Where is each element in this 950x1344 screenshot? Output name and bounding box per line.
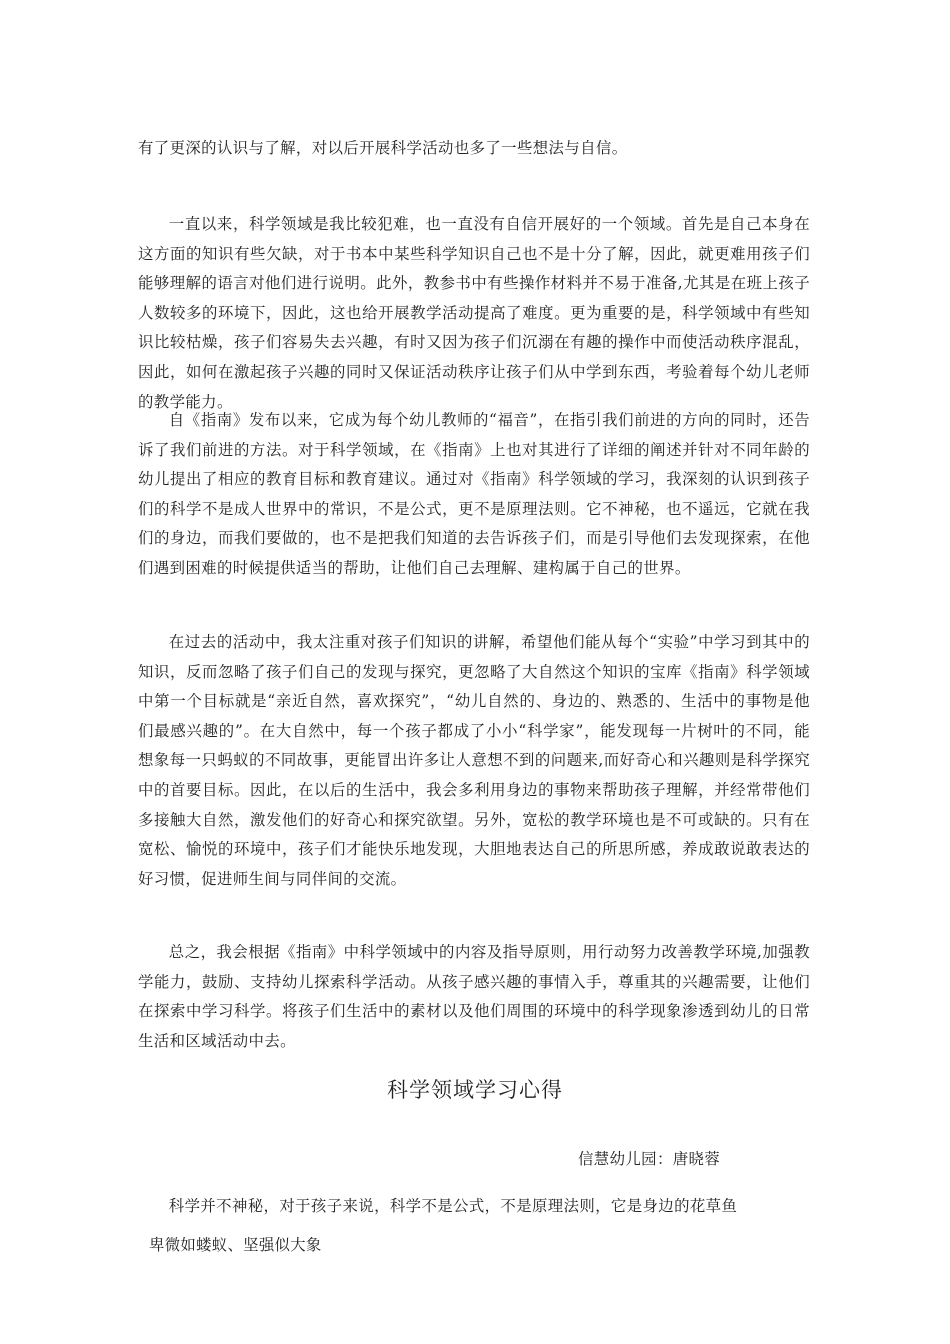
document-title: 科学领域学习心得: [387, 1078, 563, 1102]
author-line: 信慧幼儿园：唐晓蓉: [578, 1150, 721, 1168]
caption-text: 卑微如蝼蚁、坚强似大象: [149, 1236, 322, 1254]
paragraph-opening: 科学并不神秘，对于孩子来说，科学不是公式，不是原理法则，它是身边的花草鱼: [168, 1197, 738, 1215]
paragraph-conclusion: 总之，我会根据《指南》中科学领域中的内容及指导原则，用行动努力改善教学环境,加强教学能力，鼓励、支持幼儿探索科学活动。从孩子感兴趣的事情入手，尊重其的兴趣需要，让他们在探索中学习科学。将孩子们生活中的素材以及他们周围的环境中的科学现象渗透到幼儿的日常生活和区域活动中去。: [138, 943, 810, 1050]
paragraph-science-difficulty: 一直以来，科学领域是我比较犯难，也一直没有自信开展好的一个领域。首先是自己本身在这方面的知识有些欠缺，对于书本中某些科学知识自己也不是十分了解，因此，就更难用孩子们能够理解的语言对他们进行说明。此外，教参书中有些操作材料并不易于准备,尤其是在班上孩子人数较多的环境下，因此，这也给开展教学活动提高了难度。更为重要的是，科学领域中有些知识比较枯燥，孩子们容易失去兴趣，有时又因为孩子们沉溺在有趣的操作中而使活动秩序混乱，因此，如何在激起孩子兴趣的同时又保证活动秩序让孩子们从中学到东西，考验着每个幼儿老师的教学能力。: [138, 215, 810, 411]
paragraph-guide-release: 自《指南》发布以来，它成为每个幼儿教师的“福音”，在指引我们前进的方向的同时，还告诉了我们前进的方法。对于科学领域，在《指南》上也对其进行了详细的阐述并针对不同年龄的幼儿提出了相应的教育目标和教育建议。通过对《指南》科学领域的学习，我深刻的认识到孩子们的科学不是成人世界中的常识，不是公式，更不是原理法则。它不神秘，也不遥远，它就在我们的身边，而我们要做的，也不是把我们知道的去告诉孩子们，而是引导他们去发现探索，在他们遇到困难的时候提供适当的帮助，让他们自己去理解、建构属于自己的世界。: [138, 411, 810, 577]
paragraph-past-activities: 在过去的活动中，我太注重对孩子们知识的讲解，希望他们能从每个“实验”中学习到其中的知识，反而忽略了孩子们自己的发现与探究，更忽略了大自然这个知识的宝库《指南》科学领域中第一个目标就是“亲近自然，喜欢探究”，“幼儿自然的、身边的、熟悉的、生活中的事物是他们最感兴趣的”。在大自然中，每一个孩子都成了小小“科学家”，能发现每一片树叶的不同，能想象每一只蚂蚁的不同故事，更能冒出许多让人意想不到的问题来,而好奇心和兴趣则是科学探究中的首要目标。因此，在以后的生活中，我会多利用身边的事物来帮助孩子理解，并经常带他们多接触大自然，激发他们的好奇心和探究欲望。另外，宽松的教学环境也是不可或缺的。只有在宽松、愉悦的环境中，孩子们才能快乐地发现，大胆地表达自己的所思所感，养成敢说敢表达的好习惯，促进师生间与同伴间的交流。: [138, 633, 810, 888]
paragraph-continued: 有了更深的认识与了解，对以后开展科学活动也多了一些想法与自信。: [138, 139, 628, 157]
